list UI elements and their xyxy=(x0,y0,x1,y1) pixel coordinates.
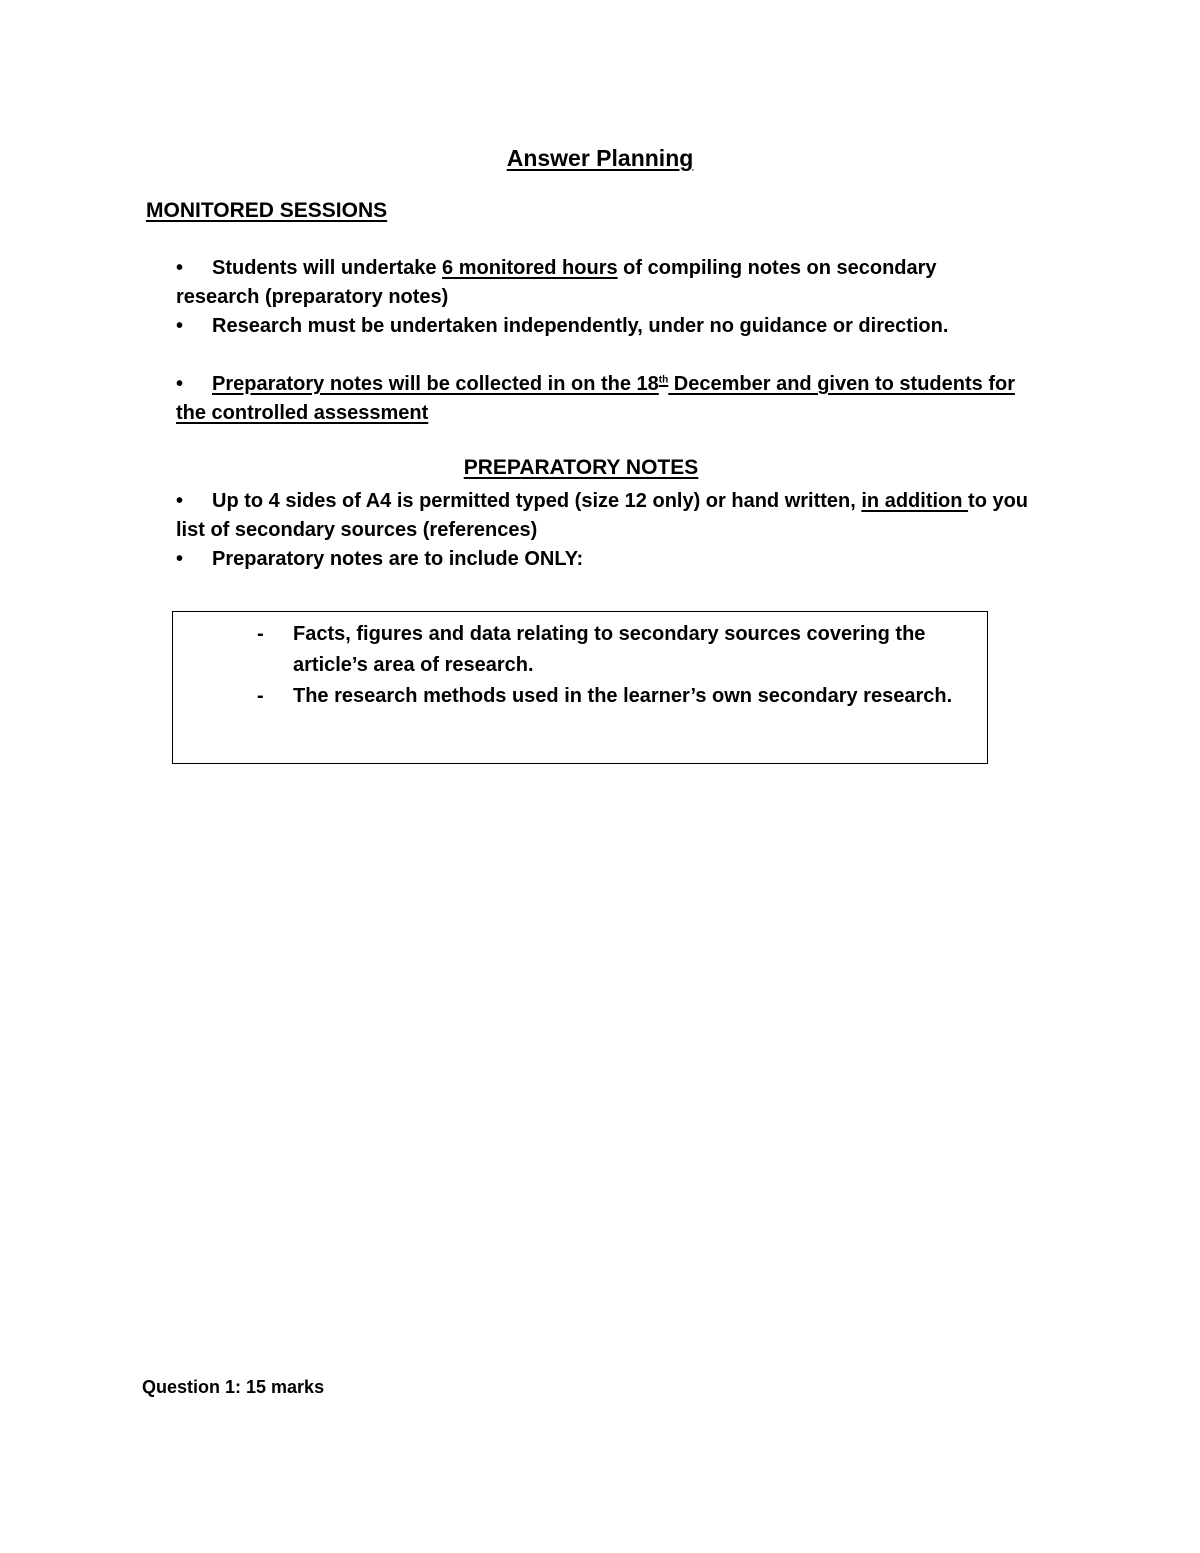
page-title: Answer Planning xyxy=(506,145,694,171)
include-only-box xyxy=(172,611,988,764)
dash-marker: - xyxy=(257,623,264,645)
bullet-dot: • xyxy=(176,257,184,279)
dash-marker: - xyxy=(257,685,264,707)
monitored-bullet-independent: • Research must be undertaken independently, under no guidance or direction. xyxy=(176,312,1066,341)
monitored-bullet-collection: • Preparatory notes will be collected in on the 18th December and given to students for the controlled assessment xyxy=(176,370,1066,428)
monitored-hours-emphasis: 6 monitored hours xyxy=(442,257,618,279)
bullet-dot: • xyxy=(176,373,184,395)
in-addition-emphasis: in addition xyxy=(861,490,969,512)
preparatory-notes-heading: PREPARATORY NOTES xyxy=(463,456,699,479)
prep-bullet-include: • Preparatory notes are to include ONLY: xyxy=(176,545,1066,574)
monitored-sessions-heading: MONITORED SESSIONS xyxy=(146,199,388,222)
question-marks-footer: Question 1: 15 marks xyxy=(142,1377,325,1397)
box-item-facts: - Facts, figures and data relating to secondary sources covering the article’s area of research. xyxy=(257,619,957,681)
bullet-dot: • xyxy=(176,490,184,512)
bullet-dot: • xyxy=(176,315,184,337)
prep-bullet-sides: • Up to 4 sides of A4 is permitted typed (size 12 only) or hand written, in addition to you list of secondary sources (references) xyxy=(176,487,1066,545)
bullet-dot: • xyxy=(176,548,184,570)
box-item-methods: - The research methods used in the learner’s own secondary research. xyxy=(257,681,957,712)
monitored-bullet-hours: • Students will undertake 6 monitored hours of compiling notes on secondary research (preparatory notes) xyxy=(176,254,1066,312)
